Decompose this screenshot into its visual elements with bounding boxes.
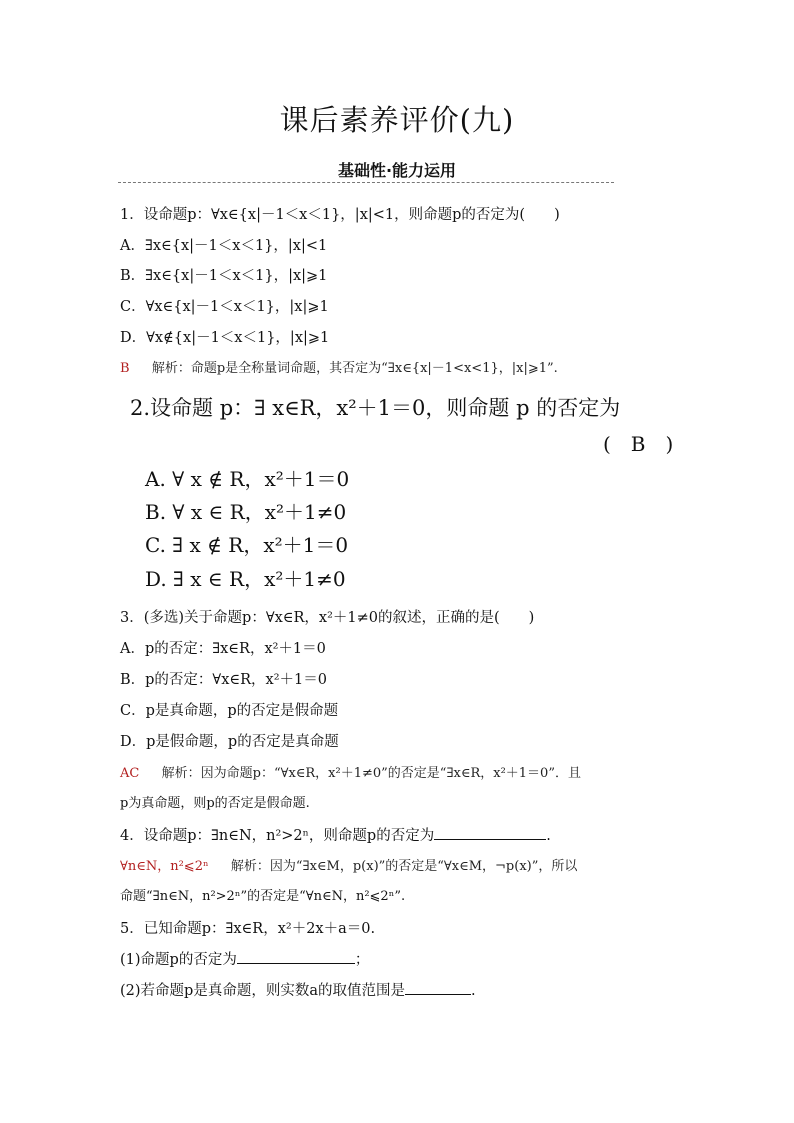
q2-option-c: C. ∃ x ∉ R，x²＋1＝0 (145, 533, 349, 557)
q4-explanation-line2: 命题“∃n∈N，n²>2ⁿ”的否定是“∀n∈N，n²⩽2ⁿ”. (120, 889, 406, 904)
q5-part2: (2)若命题p是真命题，则实数a的取值范围是 (120, 983, 405, 999)
q1-option-a: A．∃x∈{x|－1＜x＜1}，|x|<1 (120, 238, 328, 254)
q3-explanation-line2: p为真命题，则p的否定是假命题. (120, 796, 310, 811)
q3-option-d: D．p是假命题，p的否定是真命题 (120, 734, 339, 750)
q2-stem: 2.设命题 p：∃ x∈R，x²＋1＝0，则命题 p 的否定为 (130, 396, 621, 420)
q1-stem: 1．设命题p：∀x∈{x|－1＜x＜1}，|x|<1，则命题p的否定为( ) (120, 207, 560, 223)
q1-answer: B (120, 361, 130, 376)
q5-part1-line (120, 948, 369, 969)
section-heading: 基础性·能力运用 (337, 161, 457, 180)
q5-part1-punct: ； (354, 952, 370, 968)
q3-option-b: B．p的否定：∀x∈R，x²＋1＝0 (120, 672, 327, 688)
q5-part2-blank (405, 980, 471, 995)
q5-part2-period: . (470, 983, 476, 999)
q4-solution (120, 855, 577, 874)
q1-option-c: C．∀x∈{x|－1＜x＜1}，|x|⩾1 (120, 299, 329, 315)
dashed-divider (118, 182, 614, 183)
q5-part1: (1)命题p的否定为 (120, 952, 237, 968)
q3-solution (120, 762, 581, 781)
q5-stem: 5．已知命题p：∃x∈R，x²＋2x＋a＝0. (120, 921, 376, 937)
q4-stem-line (120, 824, 551, 845)
q2-option-d: D. ∃ x ∈ R，x²＋1≠0 (145, 567, 346, 591)
q1-solution (120, 357, 558, 376)
q4-explanation-line1: 解析：因为“∃x∈M，p(x)”的否定是“∀x∈M，¬p(x)”，所以 (230, 859, 578, 874)
q1-option-b: B．∃x∈{x|－1＜x＜1}，|x|⩾1 (120, 268, 328, 284)
q4-answer: ∀n∈N，n²⩽2ⁿ (120, 859, 209, 874)
q2-option-b: B. ∀ x ∈ R，x²＋1≠0 (145, 500, 347, 524)
q3-option-c: C．p是真命题，p的否定是假命题 (120, 703, 339, 719)
q5-part1-blank (237, 949, 355, 964)
q2-answer: ( B ) (603, 432, 674, 456)
page-title: 课后素养评价(九) (279, 103, 515, 137)
q4-stem: 4．设命题p：∃n∈N，n²>2ⁿ，则命题p的否定为 (120, 828, 435, 844)
q3-explanation-line1: 解析：因为命题p：“∀x∈R，x²＋1≠0”的否定是“∃x∈R，x²＋1＝0”．且 (161, 766, 581, 781)
q3-stem: 3．(多选)关于命题p：∀x∈R，x²＋1≠0的叙述，正确的是( ) (120, 610, 535, 626)
q3-answer: AC (120, 766, 140, 781)
q2-option-a: A. ∀ x ∉ R，x²＋1＝0 (145, 467, 350, 491)
q1-option-d: D．∀x∉{x|－1＜x＜1}，|x|⩾1 (120, 330, 330, 346)
q3-option-a: A．p的否定：∃x∈R，x²＋1＝0 (120, 641, 326, 657)
q4-period: . (546, 828, 551, 844)
q5-part2-line (120, 979, 476, 1000)
q1-explanation: 解析：命题p是全称量词命题，其否定为“∃x∈{x|－1<x<1}，|x|⩾1”. (151, 361, 558, 376)
q4-answer-blank (434, 825, 546, 840)
